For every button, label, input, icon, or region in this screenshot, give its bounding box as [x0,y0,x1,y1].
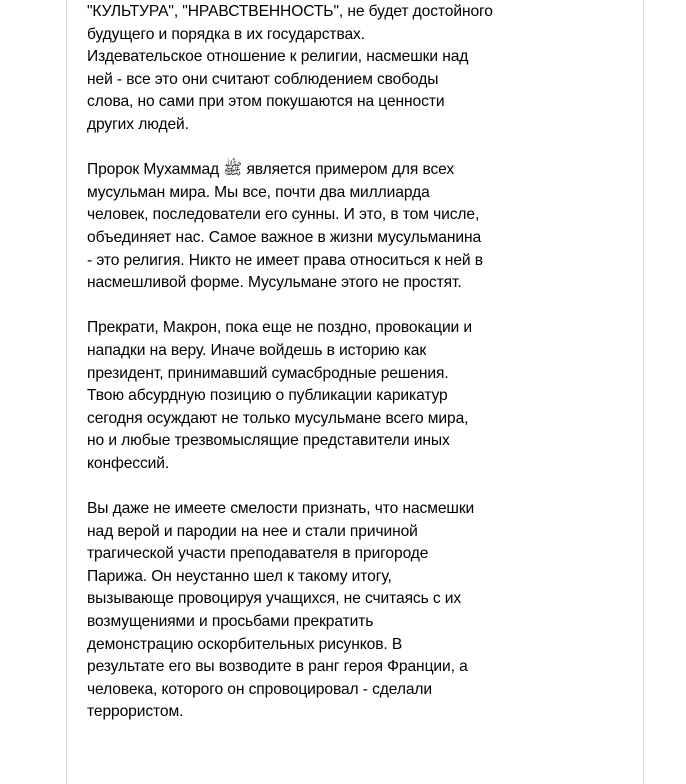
text-line: Твою абсурдную позицию о публикации карикатур [87,387,448,405]
text-line: человек, последователи его сунны. И это, в том числе, [87,206,480,224]
text-line: "КУЛЬТУРА", "НРАВСТВЕННОСТЬ", не будет достойного [87,3,493,20]
text-line: объединяет нас. Самое важное в жизни мусульманина [87,228,482,246]
text-line: ней - все это они считают соблюдением свободы [87,70,439,88]
text-line: Пророк Мухаммад ﷺ является примером для всех [87,161,455,179]
text-line: человека, которого он спровоцировал - сделали [87,680,433,698]
text-line: но и любые трезвомыслящие представители иных [87,432,450,450]
text-line: - это религия. Никто не имеет права относиться к ней в [87,251,483,269]
post-card [66,0,644,784]
text-line: президент, принимавший сумасбродные решения. [87,364,449,382]
text-line: сегодня осуждают не только мусульмане всего мира, [87,409,469,427]
text-line: будущего и порядка в их государствах. [87,25,365,43]
text-line: террористом. [87,703,184,721]
text-line: над верой и пародии на нее и стали причиной [87,522,418,540]
text-line: нападки на веру. Иначе войдешь в историю как [87,341,427,359]
text-line: результате его вы возводите в ранг героя Франции, а [87,658,468,676]
post-paragraph-3 [87,317,627,475]
text-line: конфессий. [87,454,170,472]
post-text [87,1,627,724]
text-line: Прекрати, Макрон, пока еще не поздно, провокации и [87,319,473,337]
text-line: возмущениями и просьбами прекратить [87,613,374,631]
text-line: демонстрацию оскорбительных рисунков. В [87,635,403,653]
text-line: насмешливой форме. Мусульмане этого не простят. [87,274,462,292]
post-paragraph-1 [87,1,627,137]
text-line: слова, но сами при этом покушаются на ценности [87,93,445,111]
text-line: трагической участи преподавателя в пригороде [87,545,429,563]
text-line: Вы даже не имеете смелости признать, что насмешки [87,500,475,518]
text-line: мусульман мира. Мы все, почти два миллиарда [87,183,430,201]
post-paragraph-4 [87,498,627,724]
text-line: других людей. [87,115,189,133]
post-paragraph-2 [87,159,627,295]
text-line: Парижа. Он неустанно шел к такому итогу, [87,567,392,585]
text-line: Издевательское отношение к религии, насмешки над [87,48,469,66]
text-line: вызывающе провоцируя учащихся, не считаясь с их [87,590,462,608]
